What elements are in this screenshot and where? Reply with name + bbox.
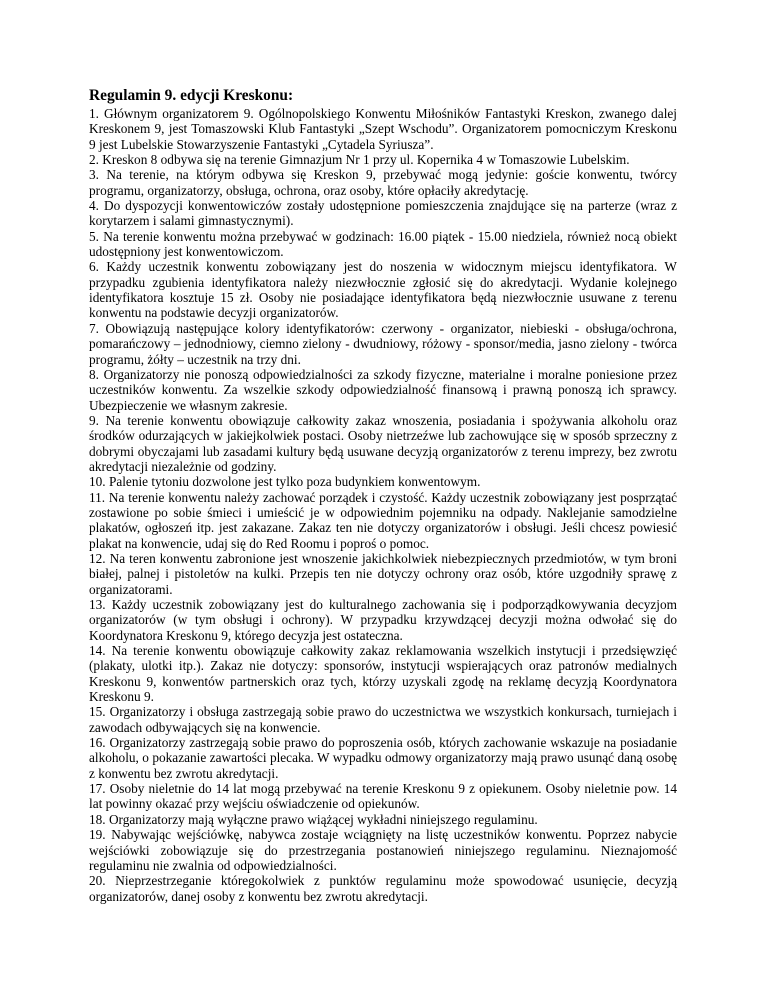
rule-paragraph-19: 19. Nabywając wejściówkę, nabywca zostaje wciągnięty na listę uczestników konwentu. Poprzez nabycie wejściówki zobowiązuje się do przestrzegania postanowień niniejszego regulaminu. Nieznajomość regulaminu nie zwalnia od odpowiedzialności. xyxy=(89,827,677,873)
rule-paragraph-1: 1. Głównym organizatorem 9. Ogólnopolskiego Konwentu Miłośników Fantastyki Kreskon, zwanego dalej Kreskonem 9, jest Tomaszowski Klub Fantastyki „Szept Wschodu”. Organizatorem pomocniczym Kreskonu 9 jest Lubelskie Stowarzyszenie Fantastyki „Cytadela Syriusza”. xyxy=(89,106,677,152)
rule-paragraph-11: 11. Na terenie konwentu należy zachować porządek i czystość. Każdy uczestnik zobowiązany jest posprzątać zostawione po sobie śmieci i umieścić je w odpowiednim pojemniku na odpady. Naklejanie samodzielne plakatów, ogłoszeń itp. jest zakazane. Zakaz ten nie dotyczy organizatorów i obsługi. Jeśli chcesz powiesić plakat na konwencie, udaj się do Red Roomu i poproś o pomoc. xyxy=(89,489,677,551)
rule-paragraph-14: 14. Na terenie konwentu obowiązuje całkowity zakaz reklamowania wszelkich instytucji i przedsięwzięć (plakaty, ulotki itp.). Zakaz nie dotyczy: sponsorów, instytucji wspierających oraz patronów medialnych Kreskonu 9, konwentów partnerskich oraz tych, którzy uzyskali zgodę na reklamę decyzją Koordynatora Kreskonu 9. xyxy=(89,643,677,705)
document-page xyxy=(89,87,677,904)
rule-paragraph-16: 16. Organizatorzy zastrzegają sobie prawo do poproszenia osób, których zachowanie wskazuje na posiadanie alkoholu, o pokazanie zawartości plecaka. W wypadku odmowy organizatorzy mają prawo usunąć daną osobę z konwentu bez zwrotu akredytacji. xyxy=(89,735,677,781)
rule-paragraph-7: 7. Obowiązują następujące kolory identyfikatorów: czerwony - organizator, niebieski - obsługa/ochrona, pomarańczowy – jednodniowy, ciemno zielony - dwudniowy, różowy - sponsor/media, jasno zielony - twórca programu, żółty – uczestnik na trzy dni. xyxy=(89,320,677,367)
rule-paragraph-10: 10. Palenie tytoniu dozwolone jest tylko poza budynkiem konwentowym. xyxy=(89,474,481,490)
rule-paragraph-6: 6. Każdy uczestnik konwentu zobowiązany jest do noszenia w widocznym miejscu identyfikatora. W przypadku zgubienia identyfikatora należy niezwłocznie zgłosić się do akredytacji. Wydanie kolejnego identyfikatora kosztuje 15 zł. Osoby nie posiadające identyfikatora będą niezwłocznie usuwane z terenu konwentu na podstawie decyzji organizatorów. xyxy=(89,259,677,321)
rule-paragraph-2: 2. Kreskon 8 odbywa się na terenie Gimnazjum Nr 1 przy ul. Kopernika 4 w Tomaszowie Lubelskim. xyxy=(89,152,630,168)
rule-paragraph-9: 9. Na terenie konwentu obowiązuje całkowity zakaz wnoszenia, posiadania i spożywania alkoholu oraz środków odurzających w jakiejkolwiek postaci. Osoby nietrzeźwe lub zachowujące się w sposób sprzeczny z dobrymi obyczajami lub zasadami kultury będą usuwane decyzją organizatorów z terenu imprezy, bez zwrotu akredytacji niezależnie od godziny. xyxy=(89,412,677,474)
rule-paragraph-13: 13. Każdy uczestnik zobowiązany jest do kulturalnego zachowania się i podporządkowywania decyzjom organizatorów (w tym obsługi i ochrony). W przypadku krzywdzącej decyzji można odwołać się do Koordynatora Kreskonu 9, którego decyzja jest ostateczna. xyxy=(89,597,677,643)
rule-paragraph-18: 18. Organizatorzy mają wyłączne prawo wiążącej wykładni niniejszego regulaminu. xyxy=(89,811,538,827)
rule-paragraph-17: 17. Osoby nieletnie do 14 lat mogą przebywać na terenie Kreskonu 9 z opiekunem. Osoby nieletnie pow. 14 lat powinny okazać przy wejściu oświadczenie od opiekunów. xyxy=(89,781,677,812)
rule-paragraph-20: 20. Nieprzestrzeganie któregokolwiek z punktów regulaminu może spowodować usunięcie, decyzją organizatorów, danej osoby z konwentu bez zwrotu akredytacji. xyxy=(89,873,677,904)
rule-paragraph-4: 4. Do dyspozycji konwentowiczów zostały udostępnione pomieszczenia znajdujące się na parterze (wraz z korytarzem i salami gimnastycznymi). xyxy=(89,198,677,229)
document-title: Regulamin 9. edycji Kreskonu: xyxy=(89,87,294,104)
rule-paragraph-5: 5. Na terenie konwentu można przebywać w godzinach: 16.00 piątek - 15.00 niedziela, również nocą obiekt udostępniony jest konwentowiczom. xyxy=(89,228,677,260)
rule-paragraph-8: 8. Organizatorzy nie ponoszą odpowiedzialności za szkody fizyczne, materialne i moralne poniesione przez uczestników konwentu. Za wszelkie szkody odpowiedzialność finansową i prawną ponoszą ich sprawcy. Ubezpieczenie we własnym zakresie. xyxy=(89,366,677,413)
rule-paragraph-15: 15. Organizatorzy i obsługa zastrzegają sobie prawo do uczestnictwa we wszystkich konkursach, turniejach i zawodach odbywających się na konwencie. xyxy=(89,704,677,735)
rule-paragraph-12: 12. Na teren konwentu zabronione jest wnoszenie jakichkolwiek niebezpiecznych przedmiotów, w tym broni białej, palnej i pistoletów na kulki. Przepis ten nie dotyczy ochrony oraz osób, które uzgodniły sprawę z organizatorami. xyxy=(89,550,677,597)
rule-paragraph-3: 3. Na terenie, na którym odbywa się Kreskon 9, przebywać mogą jedynie: goście konwentu, twórcy programu, organizatorzy, obsługa, ochrona, oraz osoby, które opłaciły akredytację. xyxy=(89,167,677,198)
